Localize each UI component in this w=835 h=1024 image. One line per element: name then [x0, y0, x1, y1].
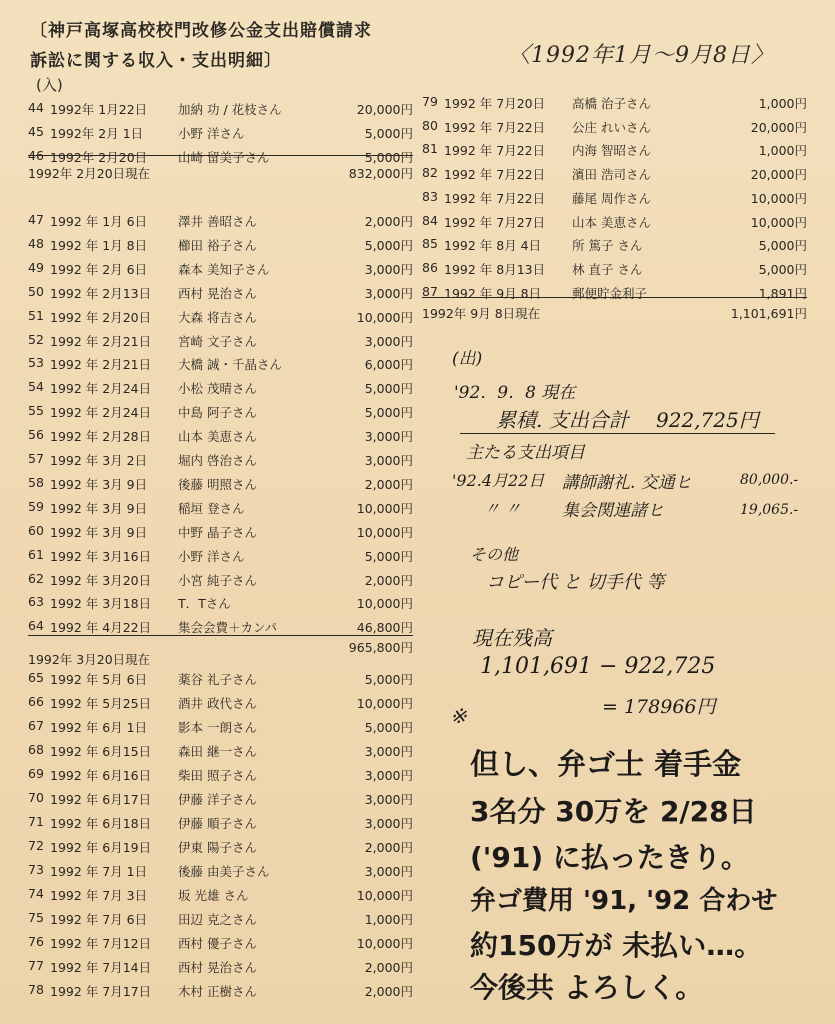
donor-name: 柴田 照子さん — [178, 768, 257, 783]
entry-number: 60 — [28, 522, 44, 538]
donor-name: 櫛田 裕子さん — [178, 237, 257, 253]
entry-amount: 6,000円 — [364, 357, 413, 373]
income-row — [422, 94, 807, 116]
donor-name: 西村 優子さん — [178, 936, 257, 951]
period-handwritten: 〈1992年1月〜9月8日〉 — [508, 43, 774, 68]
entry-amount: 5,000円 — [364, 672, 413, 687]
income-row — [28, 814, 413, 836]
donor-name: 後藤 明照さん — [178, 476, 257, 492]
donor-name: 内海 智昭さん — [572, 143, 651, 159]
subtotal-row — [28, 650, 413, 672]
entry-number: 80 — [422, 117, 438, 133]
expense-total-amount: 922,725円 — [656, 408, 759, 432]
entry-number: 69 — [28, 766, 44, 781]
income-row — [422, 284, 807, 306]
entry-number: 74 — [28, 886, 44, 901]
entry-date: 1992年 2月 1日 — [50, 126, 144, 141]
donor-name: 小松 茂晴さん — [178, 381, 257, 397]
balance-calc: 1,101,691 − 922,725 — [480, 654, 716, 679]
entry-amount: 3,000円 — [364, 261, 413, 277]
entry-amount: 3,000円 — [364, 864, 413, 879]
entry-date: 1992 年 2月24日 — [50, 405, 152, 421]
entry-number: 61 — [28, 546, 44, 562]
entry-number: 72 — [28, 838, 44, 853]
donor-name: 影本 一朗さん — [178, 720, 257, 735]
income-row — [28, 308, 413, 330]
entry-amount: 5,000円 — [364, 126, 413, 141]
entry-date: 1992 年 3月16日 — [50, 548, 152, 564]
entry-amount: 3,000円 — [364, 744, 413, 759]
entry-date: 1992 年 7月 6日 — [50, 912, 148, 927]
entry-amount: 10,000円 — [356, 936, 413, 951]
subtotal-amount: 1,101,691円 — [730, 306, 807, 321]
entry-date: 1992 年 3月20日 — [50, 572, 152, 588]
other-text: コピー代 と 切手代 等 — [486, 572, 665, 593]
donor-name: 小野 洋さん — [178, 548, 245, 564]
total-underline — [460, 433, 775, 434]
entry-amount: 5,000円 — [364, 548, 413, 564]
donor-name: 加納 功 / 花枝さん — [178, 102, 282, 117]
entry-amount: 20,000円 — [750, 167, 807, 183]
entry-date: 1992 年 7月22日 — [444, 119, 546, 135]
entry-date: 1992 年 2月20日 — [50, 309, 152, 325]
donor-name: 木村 正樹さん — [178, 984, 257, 999]
entry-date: 1992 年 6月18日 — [50, 816, 152, 831]
subtotal-row — [422, 304, 807, 326]
entry-number: 71 — [28, 814, 44, 829]
income-row — [422, 165, 807, 187]
income-row — [28, 886, 413, 908]
donor-name: 伊東 陽子さん — [178, 840, 257, 855]
income-row — [422, 213, 807, 235]
income-row — [28, 790, 413, 812]
entry-number: 44 — [28, 100, 44, 115]
entry-number: 55 — [28, 403, 44, 419]
entry-amount: 3,000円 — [364, 816, 413, 831]
donor-name: 山本 美恵さん — [178, 429, 257, 445]
expense-label: (出) — [452, 349, 483, 369]
income-row — [28, 594, 413, 616]
item1-amount: 80,000.- — [740, 472, 799, 488]
income-list-left — [28, 94, 413, 1004]
item1-date: '92.4月22日 — [452, 471, 545, 490]
income-row — [28, 403, 413, 425]
entry-amount: 20,000円 — [750, 119, 807, 135]
income-row — [28, 124, 413, 146]
entry-amount: 5,000円 — [364, 381, 413, 397]
subtotal-amount: 832,000円 — [348, 166, 413, 181]
entry-date: 1992 年 3月 2日 — [50, 453, 148, 468]
entry-amount: 3,000円 — [364, 333, 413, 349]
donor-name: 中野 晶子さん — [178, 524, 257, 540]
subtotal-amount: 965,800円 — [348, 640, 413, 655]
income-row — [28, 475, 413, 497]
donor-name: 小野 洋さん — [178, 126, 245, 141]
balance-result: = 178966円 — [602, 696, 716, 718]
entry-date: 1992 年 6月15日 — [50, 744, 152, 759]
entry-amount: 5,000円 — [364, 720, 413, 735]
donor-name: 稲垣 登さん — [178, 500, 245, 516]
donor-name: 所 篤子 さん — [572, 238, 643, 254]
income-row — [28, 212, 413, 234]
entry-date: 1992 年 4月22日 — [50, 620, 152, 636]
entry-date: 1992年 2月20日 — [50, 150, 148, 165]
income-row — [28, 838, 413, 860]
income-row — [422, 118, 807, 140]
entry-amount: 1,000円 — [758, 143, 807, 159]
donor-name: 西村 晃治さん — [178, 960, 257, 975]
entry-number: 79 — [422, 94, 438, 109]
entry-amount: 5,000円 — [364, 237, 413, 253]
donor-name: 後藤 由美子さん — [178, 864, 270, 879]
entry-number: 64 — [28, 618, 44, 634]
entry-amount: 2,000円 — [364, 840, 413, 855]
item2-text: 集会関連諸ヒ — [562, 501, 664, 521]
entry-number: 62 — [28, 570, 44, 586]
document-title-line2: 訴訟に関する収入・支出明細〕 — [30, 51, 282, 71]
income-row — [28, 236, 413, 258]
expense-total-label: 累積. 支出合計 — [496, 408, 629, 432]
entry-date: 1992 年 5月25日 — [50, 696, 152, 711]
memo-line2: 3名分 30万を 2/28日 — [470, 795, 757, 828]
entry-date: 1992 年 7月 1日 — [50, 864, 148, 879]
entry-date: 1992 年 7月22日 — [444, 190, 546, 206]
entry-date: 1992 年 1月 6日 — [50, 214, 148, 229]
income-row — [28, 766, 413, 788]
entry-date: 1992 年 7月12日 — [50, 936, 152, 951]
entry-number: 50 — [28, 283, 44, 299]
entry-number: 48 — [28, 235, 44, 251]
income-row — [28, 523, 413, 545]
entry-amount: 10,000円 — [356, 500, 413, 516]
entry-amount: 46,800円 — [356, 620, 413, 636]
donor-name: 森本 美知子さん — [178, 261, 270, 277]
income-row — [28, 670, 413, 692]
income-row — [28, 100, 413, 122]
entry-number: 66 — [28, 694, 44, 709]
donor-name: 集会会費＋カンパ — [178, 620, 278, 636]
entry-number: 76 — [28, 934, 44, 949]
entry-date: 1992 年 2月13日 — [50, 285, 152, 301]
income-list-right — [422, 94, 807, 324]
entry-number: 49 — [28, 259, 44, 275]
income-row — [422, 189, 807, 211]
item2-ditto: 〃 〃 — [484, 499, 522, 518]
income-row — [28, 284, 413, 306]
entry-amount: 20,000円 — [356, 102, 413, 117]
donor-name: 西村 晃治さん — [178, 285, 257, 301]
entry-date: 1992 年 7月14日 — [50, 960, 152, 975]
entry-number: 84 — [422, 212, 438, 228]
entry-amount: 3,000円 — [364, 792, 413, 807]
subtotal-label: 1992年 2月20日現在 — [28, 166, 151, 181]
donor-name: 伊藤 洋子さん — [178, 792, 257, 807]
income-row — [422, 236, 807, 258]
income-row — [28, 379, 413, 401]
item2-amount: 19,065.- — [740, 502, 799, 518]
entry-date: 1992 年 3月18日 — [50, 596, 152, 612]
entry-date: 1992 年 2月28日 — [50, 429, 152, 445]
entry-amount: 10,000円 — [356, 596, 413, 612]
entry-amount: 1,891円 — [758, 285, 807, 301]
entry-amount: 5,000円 — [364, 150, 413, 165]
entry-date: 1992 年 2月24日 — [50, 381, 152, 397]
entry-date: 1992 年 7月17日 — [50, 984, 152, 999]
donor-name: 澤井 善昭さん — [178, 214, 257, 229]
income-row — [28, 499, 413, 521]
entry-number: 67 — [28, 718, 44, 733]
entry-amount: 5,000円 — [758, 238, 807, 254]
entry-date: 1992 年 8月 4日 — [444, 238, 542, 254]
entry-number: 75 — [28, 910, 44, 925]
entry-date: 1992 年 5月 6日 — [50, 672, 148, 687]
donor-name: 田辺 克之さん — [178, 912, 257, 927]
entry-number: 56 — [28, 427, 44, 443]
entry-date: 1992 年 7月 3日 — [50, 888, 148, 903]
entry-number: 81 — [422, 141, 438, 157]
entry-date: 1992 年 2月21日 — [50, 333, 152, 349]
entry-date: 1992 年 6月17日 — [50, 792, 152, 807]
donor-name: T．Tさん — [178, 596, 231, 612]
entry-date: 1992 年 6月 1日 — [50, 720, 148, 735]
entry-amount: 10,000円 — [750, 190, 807, 206]
donor-name: 藤尾 周作さん — [572, 190, 651, 206]
main-items-label: 主たる支出項目 — [466, 443, 585, 463]
entry-number: 52 — [28, 331, 44, 347]
item1-text: 講師謝礼. 交通ヒ — [562, 473, 692, 493]
entry-number: 58 — [28, 474, 44, 490]
income-row — [422, 141, 807, 163]
entry-amount: 10,000円 — [356, 309, 413, 325]
income-row — [422, 260, 807, 282]
entry-date: 1992年 1月22日 — [50, 102, 148, 117]
entry-number: 77 — [28, 958, 44, 973]
entry-date: 1992 年 7月22日 — [444, 167, 546, 183]
income-row — [28, 618, 413, 640]
entry-date: 1992 年 9月 8日 — [444, 285, 542, 301]
entry-amount: 3,000円 — [364, 429, 413, 445]
donor-name: 高橋 治子さん — [572, 96, 651, 111]
donor-name: 林 直子 さん — [572, 261, 643, 277]
entry-number: 65 — [28, 670, 44, 685]
memo-line4: 弁ゴ費用 '91, '92 合わせ — [470, 886, 778, 916]
entry-date: 1992 年 2月21日 — [50, 357, 152, 373]
income-row — [28, 862, 413, 884]
memo-line5: 約150万が 未払い…。 — [470, 929, 763, 962]
entry-amount: 2,000円 — [364, 984, 413, 999]
donor-name: 坂 光雄 さん — [178, 888, 249, 903]
entry-date: 1992 年 3月 9日 — [50, 500, 148, 516]
donor-name: 山崎 留美子さん — [178, 150, 270, 165]
entry-amount: 3,000円 — [364, 285, 413, 301]
donor-name: 森田 継一さん — [178, 744, 257, 759]
income-row — [28, 982, 413, 1004]
entry-date: 1992 年 6月16日 — [50, 768, 152, 783]
income-row — [28, 332, 413, 354]
entry-number: 78 — [28, 982, 44, 997]
entry-date: 1992 年 1月 8日 — [50, 237, 148, 253]
donor-name: 酒井 政代さん — [178, 696, 257, 711]
donor-name: 山本 美恵さん — [572, 214, 651, 230]
donor-name: 薬谷 礼子さん — [178, 672, 257, 687]
entry-number: 82 — [422, 165, 438, 181]
donor-name: 中島 阿子さん — [178, 405, 257, 421]
entry-amount: 5,000円 — [364, 405, 413, 421]
entry-number: 86 — [422, 259, 438, 275]
donor-name: 大森 将吉さん — [178, 309, 257, 325]
entry-amount: 1,000円 — [364, 912, 413, 927]
donor-name: 大橋 誠・千晶さん — [178, 357, 282, 373]
entry-amount: 2,000円 — [364, 476, 413, 492]
donor-name: 郵便貯金利子 — [572, 285, 648, 301]
entry-date: 1992 年 8月13日 — [444, 261, 546, 277]
income-row — [28, 742, 413, 764]
entry-date: 1992 年 3月 9日 — [50, 476, 148, 492]
entry-number: 87 — [422, 283, 438, 299]
entry-number: 54 — [28, 379, 44, 395]
memo-line6: 今後共 よろしく。 — [470, 971, 704, 1004]
donor-name: 宮崎 文子さん — [178, 333, 257, 349]
entry-date: 1992 年 2月 6日 — [50, 261, 148, 277]
entry-amount: 3,000円 — [364, 453, 413, 468]
entry-number: 53 — [28, 355, 44, 371]
entry-number: 45 — [28, 124, 44, 139]
subtotal-label: 1992年 3月20日現在 — [28, 652, 151, 667]
donor-name: 伊藤 順子さん — [178, 816, 257, 831]
entry-amount: 10,000円 — [356, 696, 413, 711]
entry-number: 51 — [28, 307, 44, 323]
divider-line — [28, 155, 413, 156]
entry-amount: 1,000円 — [758, 96, 807, 111]
entry-amount: 10,000円 — [356, 888, 413, 903]
divider-line — [28, 635, 413, 636]
entry-number: 57 — [28, 451, 44, 466]
subtotal-label: 1992年 9月 8日現在 — [422, 306, 541, 321]
entry-amount: 10,000円 — [750, 214, 807, 230]
entry-date: 1992 年 3月 9日 — [50, 524, 148, 540]
income-row — [28, 451, 413, 473]
income-row — [28, 934, 413, 956]
entry-amount: 10,000円 — [356, 524, 413, 540]
entry-number: 46 — [28, 148, 44, 163]
memo-line3: ('91) に払ったきり。 — [470, 841, 749, 874]
income-row — [28, 427, 413, 449]
entry-number: 85 — [422, 236, 438, 252]
income-row — [28, 547, 413, 569]
entry-number: 73 — [28, 862, 44, 877]
expense-as-of: '92．9．8 現在 — [454, 383, 576, 403]
document-title-line1: 〔神戸高塚高校校門改修公金支出賠償請求 — [30, 21, 372, 41]
entry-date: 1992 年 7月22日 — [444, 143, 546, 159]
entry-amount: 3,000円 — [364, 768, 413, 783]
entry-number: 68 — [28, 742, 44, 757]
entry-amount: 2,000円 — [364, 960, 413, 975]
income-row — [28, 718, 413, 740]
other-label: その他 — [470, 545, 519, 564]
entry-number: 59 — [28, 498, 44, 514]
entry-number: 70 — [28, 790, 44, 805]
entry-date: 1992 年 7月20日 — [444, 96, 546, 111]
memo-asterisk: ※ — [450, 704, 467, 728]
income-row — [28, 355, 413, 377]
income-row — [28, 958, 413, 980]
entry-amount: 2,000円 — [364, 214, 413, 229]
entry-date: 1992 年 6月19日 — [50, 840, 152, 855]
income-row — [28, 260, 413, 282]
entry-number: 47 — [28, 212, 44, 227]
divider-line — [422, 297, 807, 298]
entry-number: 63 — [28, 594, 44, 610]
income-row — [28, 694, 413, 716]
donor-name: 公庄 れいさん — [572, 119, 651, 135]
entry-amount: 5,000円 — [758, 261, 807, 277]
donor-name: 小宮 純子さん — [178, 572, 257, 588]
donor-name: 堀内 啓治さん — [178, 453, 257, 468]
entry-amount: 2,000円 — [364, 572, 413, 588]
income-row — [28, 571, 413, 593]
entry-number: 83 — [422, 188, 438, 204]
entry-date: 1992 年 7月27日 — [444, 214, 546, 230]
income-label: (入) — [36, 76, 63, 94]
subtotal-row — [28, 164, 413, 186]
balance-label: 現在残高 — [472, 626, 552, 650]
memo-line1: 但し、弁ゴ士 着手金 — [470, 747, 742, 781]
income-row — [28, 910, 413, 932]
donor-name: 濱田 浩司さん — [572, 167, 651, 183]
